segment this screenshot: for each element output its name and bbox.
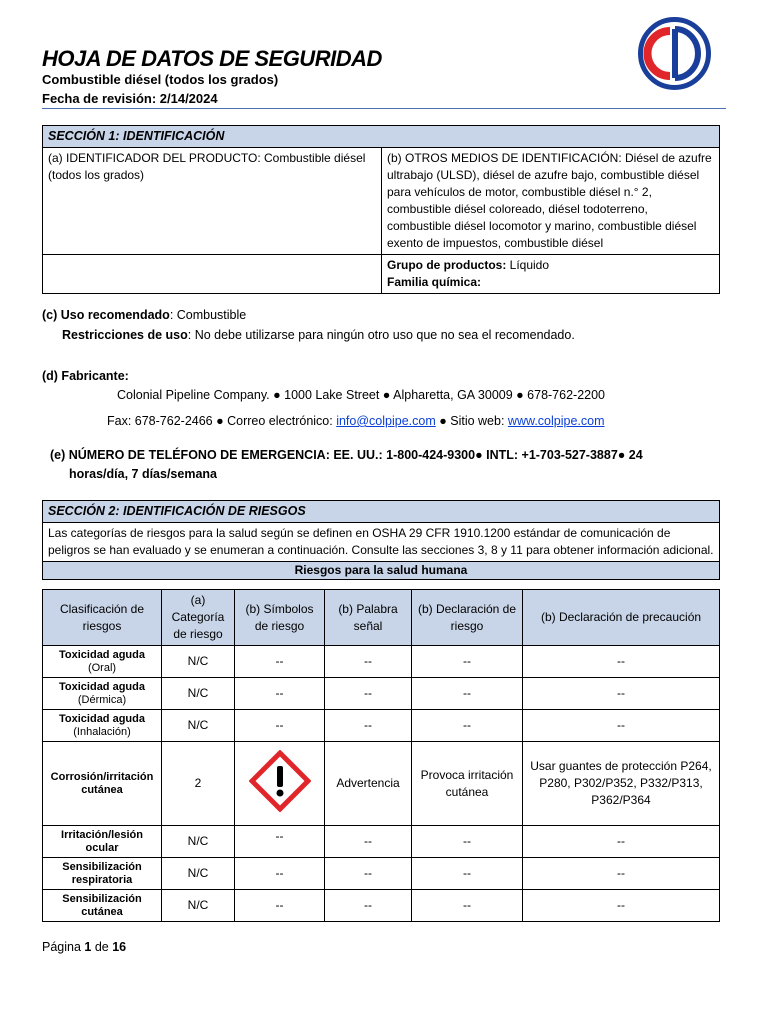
row-statement: -- xyxy=(412,710,523,742)
restrictions-value: : No debe utilizarse para ningún otro uso que no sea el recomendado. xyxy=(187,328,575,342)
row-statement: -- xyxy=(412,678,523,710)
chemical-family-label: Familia química: xyxy=(387,275,482,289)
classification-name: Toxicidad aguda xyxy=(59,680,145,693)
row-classification: Sensibilización cutánea xyxy=(43,890,162,922)
section2-intro: Las categorías de riesgos para la salud según se definen en OSHA 29 CFR 1910.1200 estándar de comunicación de peligros se han evaluado y se enumeran a continuación. Consulte las secciones 3, 8 y 11 para obtener información adicional. xyxy=(43,523,720,562)
manufacturer-address: Colonial Pipeline Company. ● 1000 Lake Street ● Alpharetta, GA 30009 ● 678-762-2200 xyxy=(117,388,606,402)
website-label: ● Sitio web: xyxy=(435,414,508,428)
row-symbol: -- xyxy=(235,826,325,858)
product-identifier: (a) IDENTIFICADOR DEL PRODUCTO: Combustible diésel (todos los grados) xyxy=(43,148,382,255)
col-classification: Clasificación de riesgos xyxy=(43,590,162,646)
document-title: HOJA DE DATOS DE SEGURIDAD xyxy=(42,46,382,71)
col-symbols: (b) Símbolos de riesgo xyxy=(235,590,325,646)
row-category: N/C xyxy=(162,826,235,858)
row-category: N/C xyxy=(162,646,235,678)
product-group-value: Líquido xyxy=(506,258,550,272)
page-total: 16 xyxy=(112,940,127,954)
health-hazards-table xyxy=(42,589,720,922)
row-precaution: -- xyxy=(523,678,720,710)
revision-date: Fecha de revisión: 2/14/2024 xyxy=(42,91,218,106)
row-precaution: -- xyxy=(523,710,720,742)
row-category: N/C xyxy=(162,890,235,922)
recommended-use xyxy=(42,308,246,322)
row-precaution: Usar guantes de protección P264, P280, P302/P352, P332/P313, P362/P364 xyxy=(523,742,720,826)
section1-heading: SECCIÓN 1: IDENTIFICACIÓN xyxy=(43,126,720,148)
row-signal: -- xyxy=(325,646,412,678)
use-restrictions xyxy=(62,328,575,342)
col-precaution-statement: (b) Declaración de precaución xyxy=(523,590,720,646)
row-statement: -- xyxy=(412,826,523,858)
row-category: N/C xyxy=(162,678,235,710)
empty-cell xyxy=(43,255,382,294)
emergency-phone-line1: (e) NÚMERO DE TELÉFONO DE EMERGENCIA: EE. UU.: 1-800-424-9300● INTL: +1-703-527-3887● 24 xyxy=(50,448,643,462)
row-precaution: -- xyxy=(523,890,720,922)
row-statement: -- xyxy=(412,646,523,678)
row-signal: -- xyxy=(325,826,412,858)
fax-text: Fax: 678-762-2466 ● Correo electrónico: xyxy=(107,414,337,428)
table-row xyxy=(43,742,720,826)
row-classification: Sensibilización respiratoria xyxy=(43,858,162,890)
classification-name: Toxicidad aguda xyxy=(59,648,145,661)
page-of-label: de xyxy=(91,940,113,954)
row-classification: Irritación/lesión ocular xyxy=(43,826,162,858)
website-link[interactable]: www.colpipe.com xyxy=(507,414,605,428)
restrictions-label: Restricciones de uso xyxy=(62,328,188,342)
classification-name: Toxicidad aguda xyxy=(59,712,145,725)
row-signal: -- xyxy=(325,858,412,890)
emergency-phone-line2: horas/día, 7 días/semana xyxy=(69,467,217,481)
row-classification xyxy=(43,710,162,742)
manufacturer-contact xyxy=(107,414,605,428)
table-row xyxy=(43,646,720,678)
row-symbol: -- xyxy=(235,710,325,742)
row-classification: Corrosión/irritación cutánea xyxy=(43,742,162,826)
row-category: N/C xyxy=(162,710,235,742)
use-label: (c) Uso recomendado xyxy=(42,308,170,322)
row-symbol: -- xyxy=(235,678,325,710)
row-category: 2 xyxy=(162,742,235,826)
row-symbol: -- xyxy=(235,890,325,922)
row-symbol xyxy=(235,742,325,826)
col-category: (a) Categoría de riesgo xyxy=(162,590,235,646)
row-symbol: -- xyxy=(235,646,325,678)
product-group-cell xyxy=(382,255,720,294)
row-classification xyxy=(43,678,162,710)
table-row xyxy=(43,826,720,858)
other-identification-means: (b) OTROS MEDIOS DE IDENTIFICACIÓN: Diésel de azufre ultrabajo (ULSD), diésel de azufre bajo, combustible diésel para vehículos de motor, combustible diésel n.° 2, combustible diésel coloreado, diésel todoterreno, combustible diésel locomotor y marino, combustible diésel exento de impuestos, combustible diésel xyxy=(382,148,720,255)
row-statement: -- xyxy=(412,858,523,890)
manufacturer-label: (d) Fabricante: xyxy=(42,369,129,383)
table-row xyxy=(43,890,720,922)
row-precaution: -- xyxy=(523,858,720,890)
row-signal: Advertencia xyxy=(325,742,412,826)
product-subtitle: Combustible diésel (todos los grados) xyxy=(42,72,279,87)
colonial-pipeline-logo xyxy=(638,17,711,90)
row-symbol: -- xyxy=(235,858,325,890)
header-divider xyxy=(42,108,726,109)
col-hazard-statement: (b) Declaración de riesgo xyxy=(412,590,523,646)
section1-table xyxy=(42,125,720,294)
page-number xyxy=(42,940,126,954)
table-row xyxy=(43,678,720,710)
row-precaution: -- xyxy=(523,826,720,858)
classification-route: (Inhalación) xyxy=(73,725,131,738)
row-classification xyxy=(43,646,162,678)
ghs-exclamation-pictogram-icon xyxy=(249,750,311,812)
row-statement: -- xyxy=(412,890,523,922)
col-signal-word: (b) Palabra señal xyxy=(325,590,412,646)
page-current: 1 xyxy=(84,940,92,954)
health-hazards-title: Riesgos para la salud humana xyxy=(43,562,720,580)
product-group-label: Grupo de productos: xyxy=(387,258,507,272)
classification-route: (Dérmica) xyxy=(77,693,127,706)
row-signal: -- xyxy=(325,890,412,922)
section2-table xyxy=(42,500,720,580)
row-statement: Provoca irritación cutánea xyxy=(412,742,523,826)
table-row xyxy=(43,858,720,890)
email-link[interactable]: info@colpipe.com xyxy=(336,414,436,428)
page-label: Página xyxy=(42,940,85,954)
row-category: N/C xyxy=(162,858,235,890)
row-precaution: -- xyxy=(523,646,720,678)
classification-route: (Oral) xyxy=(87,661,117,674)
row-signal: -- xyxy=(325,710,412,742)
use-value: : Combustible xyxy=(169,308,247,322)
table-row xyxy=(43,710,720,742)
row-signal: -- xyxy=(325,678,412,710)
section2-heading: SECCIÓN 2: IDENTIFICACIÓN DE RIESGOS xyxy=(43,501,720,523)
